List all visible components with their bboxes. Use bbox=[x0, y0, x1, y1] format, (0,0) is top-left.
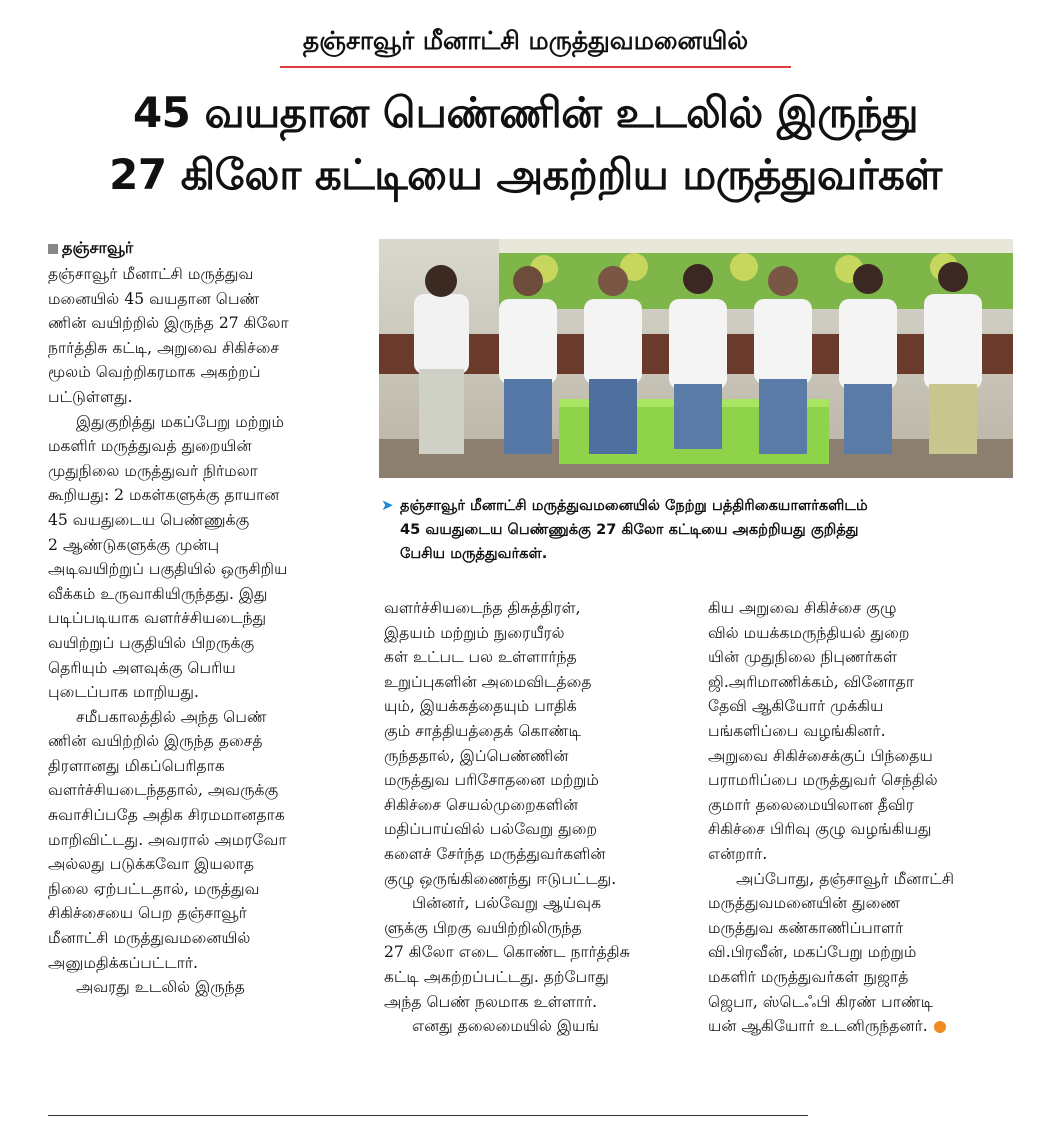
article-line: மருத்துவமனையின் துணை bbox=[708, 894, 901, 913]
article-line: மூலம் வெற்றிகரமாக அகற்றப் bbox=[48, 363, 261, 382]
article-line: 45 வயதுடைய பெண்ணுக்கு bbox=[48, 510, 250, 529]
article-line: படிப்படியாக வளர்ச்சியடைந்து bbox=[48, 609, 267, 628]
article-line: நார்த்திசு கட்டி, அறுவை சிகிச்சை bbox=[48, 338, 280, 357]
article-line: உறுப்புகளின் அமைவிடத்தை bbox=[384, 672, 592, 691]
article-line: திரளானது மிகப்பெரிதாக bbox=[48, 756, 225, 775]
article-line: வயிற்றுப் பகுதியில் பிறருக்கு bbox=[48, 633, 255, 652]
caption-arrow-icon: ➤ bbox=[381, 496, 394, 514]
article-line: பங்களிப்பை வழங்கினர். bbox=[708, 721, 886, 740]
article-line: பின்னர், பல்வேறு ஆய்வுக bbox=[412, 894, 602, 913]
article-line: மதிப்பாய்வில் பல்வேறு துறை bbox=[384, 820, 598, 839]
article-line: ருந்ததால், இப்பெண்ணின் bbox=[384, 746, 569, 765]
dateline-text: தஞ்சாவூர் bbox=[62, 238, 134, 257]
article-line: சிகிச்சையை பெற தஞ்சாவூர் bbox=[48, 904, 247, 923]
article-line: அப்போது, தஞ்சாவூர் மீனாட்சி bbox=[736, 869, 955, 888]
article-line: அனுமதிக்கப்பட்டார். bbox=[48, 953, 198, 972]
article-line: புடைப்பாக மாறியது. bbox=[48, 683, 200, 702]
article-line: ணின் வயிற்றில் இருந்த 27 கிலோ bbox=[48, 314, 289, 333]
article-column-3 bbox=[708, 596, 1012, 1039]
bottom-divider bbox=[48, 1115, 808, 1116]
article-line: மாறிவிட்டது. அவரால் அமரவோ bbox=[48, 830, 287, 849]
article-line: வளர்ச்சியடைந்த திசுத்திரள், bbox=[384, 599, 581, 617]
article-line: நிலை ஏற்பட்டதால், மருத்துவ bbox=[48, 879, 260, 898]
article-line: அல்லது படுக்கவோ இயலாத bbox=[48, 855, 255, 874]
article-line: யின் முதுநிலை நிபுணர்கள் bbox=[708, 648, 898, 667]
article-line: முதுநிலை மருத்துவர் நிர்மலா bbox=[48, 461, 258, 480]
article-line: அந்த பெண் நலமாக உள்ளார். bbox=[384, 992, 598, 1011]
end-of-story-dot-icon bbox=[934, 1021, 946, 1033]
article-line: ஜெபா, ஸ்டெஃபி கிரண் பாண்டி bbox=[708, 992, 934, 1011]
article-last-line: யன் ஆகியோர் உடனிருந்தனர். bbox=[708, 1017, 928, 1036]
caption-line: 45 வயதுடைய பெண்ணுக்கு 27 கிலோ கட்டியை அகற்றியது குறித்து bbox=[400, 521, 859, 538]
article-line: ஜி.அரிமாணிக்கம், வினோதா bbox=[708, 672, 915, 691]
caption-line: தஞ்சாவூர் மீனாட்சி மருத்துவமனையில் நேற்று பத்திரிகையாளர்களிடம் bbox=[400, 497, 868, 514]
article-column-2 bbox=[384, 596, 686, 1039]
article-line: குழு ஒருங்கிணைந்து ஈடுபட்டது. bbox=[384, 869, 617, 888]
article-line: 2 ஆண்டுகளுக்கு முன்பு bbox=[48, 535, 220, 554]
article-line: வீக்கம் உருவாகியிருந்தது. இது bbox=[48, 584, 268, 603]
article-line: தெரியும் அளவுக்கு பெரிய bbox=[48, 658, 236, 677]
article-line: கட்டி அகற்றப்பட்டது. தற்போது bbox=[384, 967, 609, 986]
kicker: தஞ்சாவூர் மீனாட்சி மருத்துவமனையில் bbox=[302, 26, 749, 55]
photo-caption bbox=[400, 494, 1012, 566]
article-line: அவரது உடலில் இருந்த bbox=[76, 978, 245, 997]
article-line: தஞ்சாவூர் மீனாட்சி மருத்துவ bbox=[48, 265, 254, 283]
dateline bbox=[48, 238, 133, 259]
article-line: ளுக்கு பிறகு வயிற்றிலிருந்த bbox=[384, 918, 582, 937]
article-line: மகளிர் மருத்துவர்கள் நுஜாத் bbox=[708, 967, 909, 986]
article-line: பட்டுள்ளது. bbox=[48, 387, 133, 406]
article-line: குமார் தலைமையிலான தீவிர bbox=[708, 795, 914, 814]
dateline-square-icon bbox=[48, 244, 58, 254]
article-line: மருத்துவ பரிசோதனை மற்றும் bbox=[384, 771, 599, 790]
article-line: அடிவயிற்றுப் பகுதியில் ஒருசிறிய bbox=[48, 560, 288, 579]
press-meet-photo bbox=[379, 239, 1013, 478]
article-line: மகளிர் மருத்துவத் துறையின் bbox=[48, 437, 252, 456]
article-line: தேவி ஆகியோர் முக்கிய bbox=[708, 697, 884, 716]
article-line: சிகிச்சை செயல்முறைகளின் bbox=[384, 795, 579, 814]
article-line: மருத்துவ கண்காணிப்பாளர் bbox=[708, 918, 904, 937]
article-line: சமீபகாலத்தில் அந்த பெண் bbox=[76, 707, 267, 726]
article-line: கிய அறுவை சிகிச்சை குழு bbox=[708, 599, 897, 617]
article-line: என்றார். bbox=[708, 844, 768, 863]
headline-line-1: 45 வயதான பெண்ணின் உடலில் இருந்து bbox=[132, 88, 919, 137]
article-line: மீனாட்சி மருத்துவமனையில் bbox=[48, 929, 251, 948]
article-line: சிகிச்சை பிரிவு குழு வழங்கியது bbox=[708, 820, 932, 839]
article-line: வில் மயக்கமருந்தியல் துறை bbox=[708, 623, 910, 642]
article-line: மனையில் 45 வயதான பெண் bbox=[48, 289, 260, 308]
article-line: இதுகுறித்து மகப்பேறு மற்றும் bbox=[76, 412, 285, 431]
caption-line: பேசிய மருத்துவர்கள். bbox=[400, 545, 548, 562]
article-line: கள் உட்பட பல உள்ளார்ந்த bbox=[384, 648, 577, 667]
article-line: இதயம் மற்றும் நுரையீரல் bbox=[384, 623, 565, 642]
article-line: பராமரிப்பை மருத்துவர் செந்தில் bbox=[708, 771, 938, 790]
article-column-1 bbox=[48, 262, 370, 1000]
article-line: சுவாசிப்பதே அதிக சிரமமானதாக bbox=[48, 806, 285, 825]
article-line: வளர்ச்சியடைந்ததால், அவருக்கு bbox=[48, 781, 279, 800]
article-line: கும் சாத்தியத்தைக் கொண்டி bbox=[384, 721, 581, 740]
article-line: எனது தலைமையில் இயங் bbox=[412, 1017, 600, 1036]
article-line: ணின் வயிற்றில் இருந்த தசைத் bbox=[48, 732, 263, 751]
article-line bbox=[708, 1014, 1012, 1039]
doctors-group-illustration bbox=[379, 239, 1013, 478]
article-line: களைச் சேர்ந்த மருத்துவர்களின் bbox=[384, 844, 606, 863]
article-line: யும், இயக்கத்தையும் பாதிக் bbox=[384, 697, 577, 716]
article-line: வி.பிரவீன், மகப்பேறு மற்றும் bbox=[708, 943, 917, 962]
article-line: 27 கிலோ எடை கொண்ட நார்த்திசு bbox=[384, 943, 630, 962]
article-line: அறுவை சிகிச்சைக்குப் பிந்தைய bbox=[708, 746, 933, 765]
article-line: கூறியது: 2 மகள்களுக்கு தாயான bbox=[48, 486, 280, 505]
headline-line-2: 27 கிலோ கட்டியை அகற்றிய மருத்துவர்கள் bbox=[109, 150, 942, 199]
kicker-underline bbox=[280, 66, 791, 68]
